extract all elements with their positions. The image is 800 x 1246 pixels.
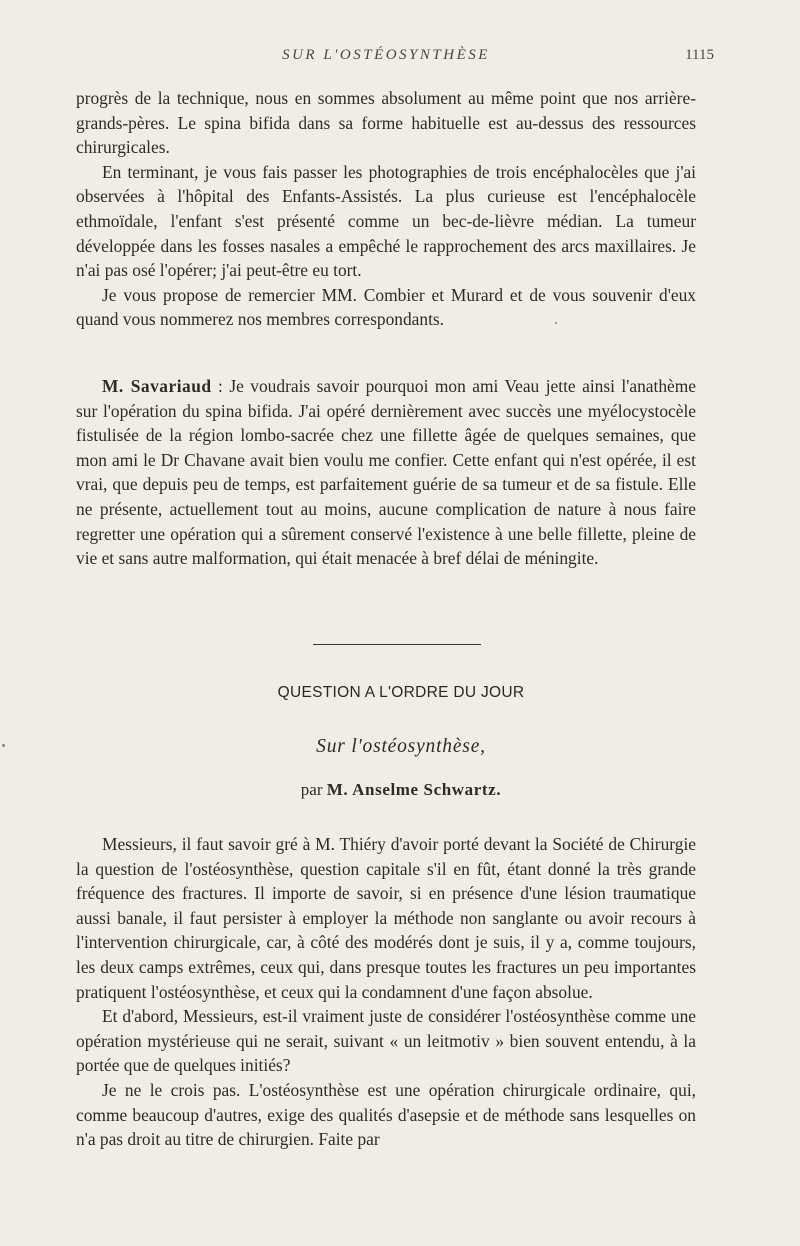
page-number: 1115 bbox=[685, 47, 714, 63]
running-title: SUR L'OSTÉOSYNTHÈSE bbox=[282, 47, 490, 63]
byline-prefix: par bbox=[300, 780, 323, 799]
section-divider bbox=[313, 644, 481, 645]
byline bbox=[76, 780, 726, 800]
savariaud-remark bbox=[76, 374, 696, 571]
article-paragraph-1: Messieurs, il faut savoir gré à M. Thiéry d'avoir porté devant la Société de Chirurgie la question de l'ostéosynthèse, question capitale s'il en fût, étant donné la très grande fréquence des fractures. Il importe de savoir, si en présence d'une lésion traumatique aussi banale, il faut persister à employer la méthode non sanglante ou avoir recours à l'intervention chirurgicale, car, à côté des modérés dont je suis, il y a, comme toujours, les deux camps extrêmes, ceux qui, dans presque toutes les fractures un peu importantes pratiquent l'ostéosynthèse, et ceux qui la condamnent d'une façon absolue. bbox=[76, 834, 696, 1002]
paragraph-remerciements: Je vous propose de remercier MM. Combier et Murard et de vous souvenir d'eux quand vous nommerez nos membres correspondants. bbox=[76, 284, 696, 330]
article-title: Sur l'ostéosynthèse, bbox=[316, 736, 486, 757]
section-heading: QUESTION A L'ORDRE DU JOUR bbox=[277, 684, 525, 701]
article-body bbox=[76, 832, 696, 1152]
savariaud-paragraph bbox=[76, 374, 696, 571]
speaker-name: M. Savariaud bbox=[102, 376, 212, 396]
running-head bbox=[76, 47, 714, 71]
paragraph-encephaloceles: En terminant, je vous fais passer les photographies de trois encéphalocèles que j'ai observées à l'hôpital des Enfants-Assistés. La plus curieuse est l'encéphalocèle ethmoïdale, l'enfant s'est présenté comme un bec-de-lièvre médian. La tumeur développée dans les fosses nasales a empêché le rapprochement des arcs maxillaires. Je n'ai pas osé l'opérer; j'ai peut-être eu tort. bbox=[76, 161, 696, 281]
paper-speck bbox=[2, 744, 5, 747]
article-paragraph-3: Je ne le crois pas. L'ostéosynthèse est une opération chirurgicale ordinaire, qui, comme beaucoup d'autres, exige des qualités d'asepsie et de méthode sans lesquelles on n'a pas droit au titre de chirurgien. Faite par bbox=[76, 1079, 696, 1150]
byline-author: M. Anselme Schwartz. bbox=[326, 780, 502, 799]
paragraph-continuation: progrès de la technique, nous en sommes absolument au même point que nos arrière-grands-pères. Le spina bifida dans sa forme habituelle est au-dessus des ressources chirurgicales. bbox=[76, 88, 696, 158]
savariaud-text: : Je voudrais savoir pourquoi mon ami Veau jette ainsi l'anathème sur l'opération du spina bifida. J'ai opéré dernièrement avec succès une myélocystocèle fistulisée de la région lombo-sacrée chez une fillette âgée de quelques semaines, que mon ami le Dr Chavane avait bien voulu me confier. Cette enfant qui n'est opérée, il est vrai, que depuis peu de temps, est parfaitement guérie de sa tumeur et de sa fistule. Elle ne présente, actuellement tout au moins, aucune complication de nature à nous faire regretter une opération qui a sûrement conservé l'existence à une belle fillette, pleine de vie et sans autre malformation, qui était menacée à bref délai de méningite. bbox=[76, 376, 696, 569]
article-paragraph-2: Et d'abord, Messieurs, est-il vraiment juste de considérer l'ostéosynthèse comme une opération mystérieuse qui ne serait, suivant « un leitmotiv » bien souvent entendu, à la portée que de quelques initiés? bbox=[76, 1006, 696, 1076]
top-paragraphs bbox=[76, 86, 696, 332]
paper-speck bbox=[555, 322, 557, 324]
